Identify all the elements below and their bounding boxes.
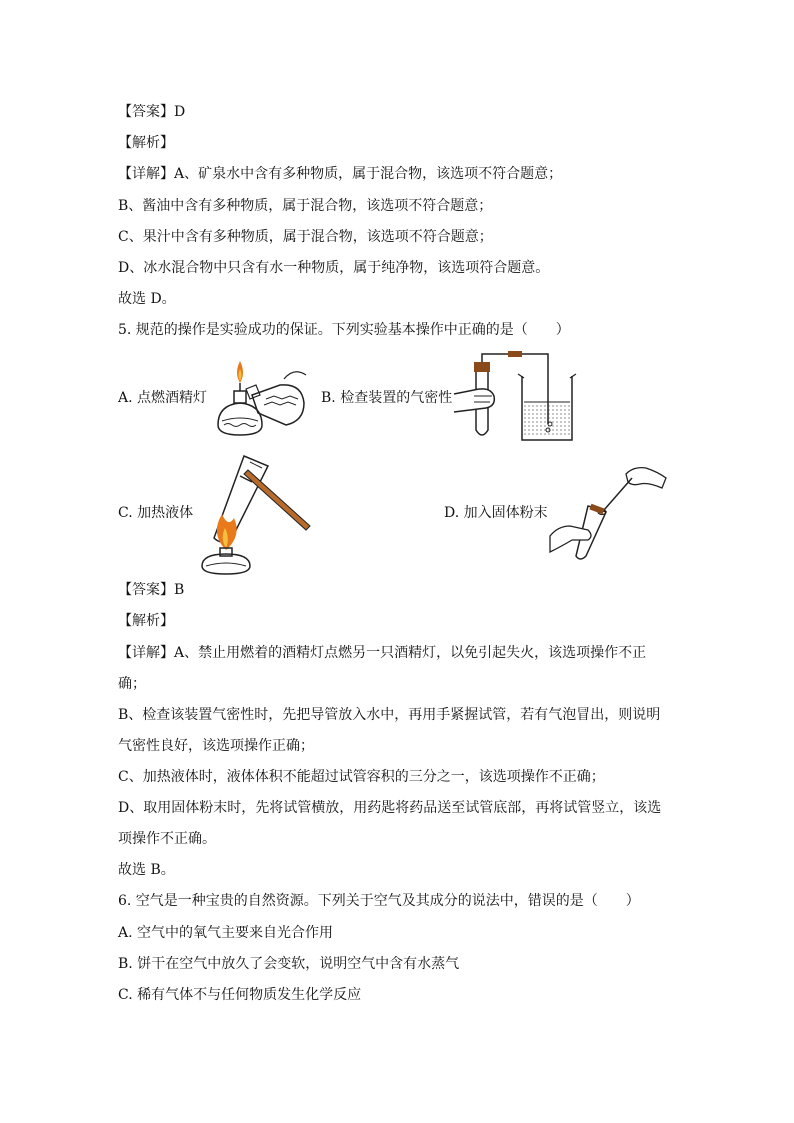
q5-option-d: D. 加入固体粉末 — [444, 505, 548, 521]
q6-option-a: A. 空气中的氧气主要来自光合作用 — [118, 925, 334, 941]
q5-detail-d-line1: D、取用固体粉末时，先将试管横放，用药匙将药品送至试管底部，再将试管竖立，该选 — [118, 800, 662, 816]
q4-detail-a: 【详解】A、矿泉水中含有多种物质，属于混合物，该选项不符合题意； — [118, 166, 563, 182]
airtightness-check-illustration — [452, 350, 587, 445]
q5-option-c: C. 加热液体 — [118, 505, 194, 521]
heating-liquid-illustration — [192, 452, 314, 576]
q5-analysis-heading: 【解析】 — [118, 613, 174, 629]
alcohol-lamp-lighting-illustration — [210, 355, 310, 440]
q4-analysis-heading: 【解析】 — [118, 135, 174, 151]
q5-stem: 5. 规范的操作是实验成功的保证。下列实验基本操作中正确的是（ ） — [118, 322, 570, 338]
q5-detail-a-line1: 【详解】A、禁止用燃着的酒精灯点燃另一只酒精灯，以免引起失火，该选项操作不正 — [118, 645, 647, 661]
q6-option-c: C. 稀有气体不与任何物质发生化学反应 — [118, 987, 362, 1003]
q4-choose: 故选 D。 — [118, 291, 176, 307]
q5-detail-c: C、加热液体时，液体体积不能超过试管容积的三分之一，该选项操作不正确； — [118, 769, 605, 785]
adding-solid-powder-illustration — [548, 460, 668, 564]
q5-option-a: A. 点燃酒精灯 — [118, 390, 208, 406]
q5-answer: 【答案】B — [118, 582, 185, 598]
q5-choose: 故选 B。 — [118, 862, 175, 878]
q5-detail-a-line2: 确； — [118, 676, 146, 692]
q4-detail-c: C、果汁中含有多种物质，属于混合物，该选项不符合题意； — [118, 229, 493, 245]
q6-stem: 6. 空气是一种宝贵的自然资源。下列关于空气及其成分的说法中，错误的是（ ） — [118, 893, 640, 909]
q5-option-b: B. 检查装置的气密性 — [321, 390, 453, 406]
q5-detail-d-line2: 项操作不正确。 — [118, 831, 216, 847]
q5-detail-b-line2: 气密性良好，该选项操作正确； — [118, 738, 314, 754]
q4-detail-b: B、酱油中含有多种物质，属于混合物，该选项不符合题意； — [118, 198, 493, 214]
q5-detail-b-line1: B、检查该装置气密性时，先把导管放入水中，再用手紧握试管，若有气泡冒出，则说明 — [118, 707, 661, 723]
q4-answer: 【答案】D — [118, 104, 186, 120]
q4-detail-d: D、冰水混合物中只含有水一种物质，属于纯净物，该选项符合题意。 — [118, 260, 550, 276]
q6-option-b: B. 饼干在空气中放久了会变软，说明空气中含有水蒸气 — [118, 956, 460, 972]
